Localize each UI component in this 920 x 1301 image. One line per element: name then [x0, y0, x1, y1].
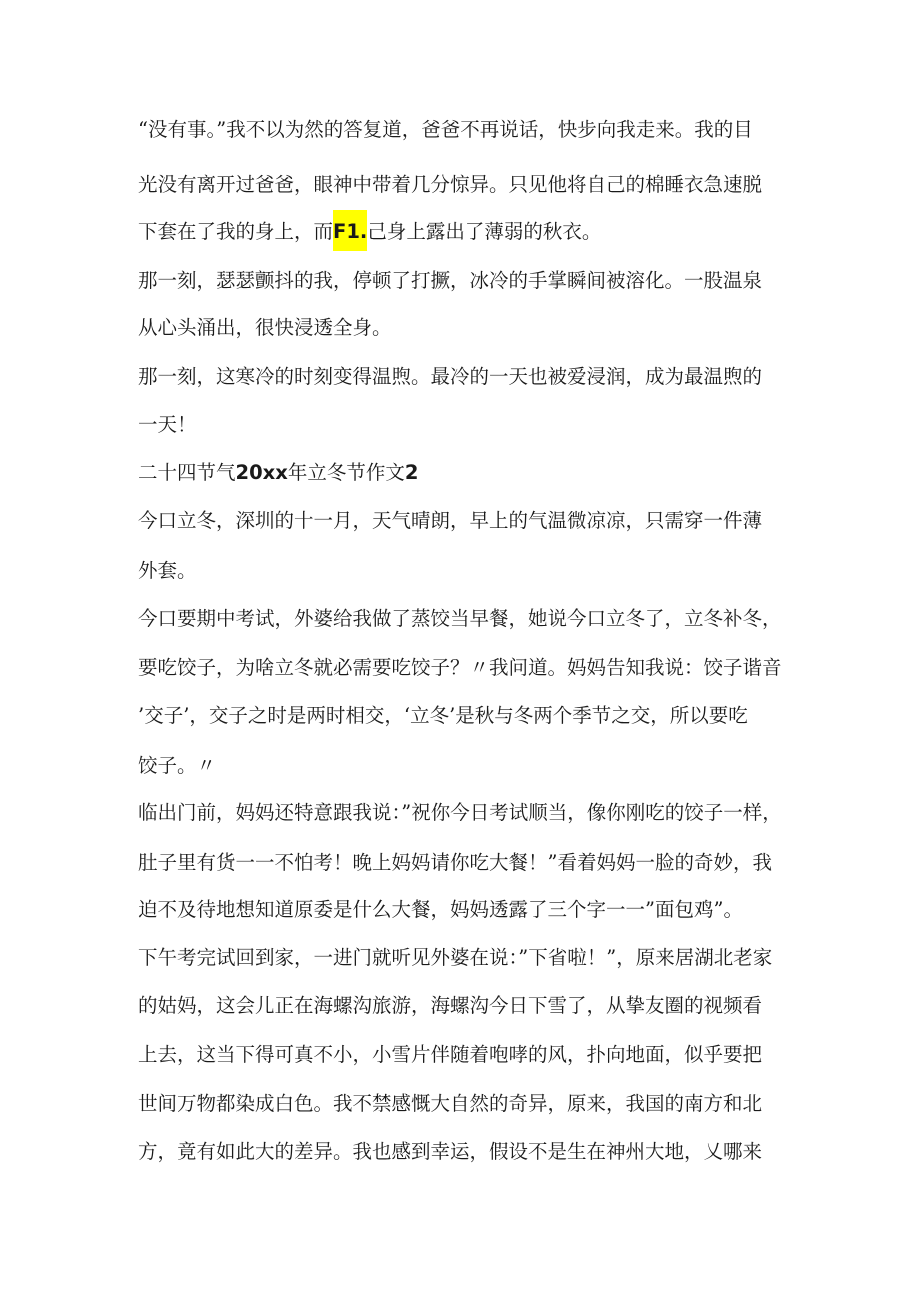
- text-line: 那一刻，瑟瑟颤抖的我，停顿了打撅，冰冷的手掌瞬间被溶化。一股温泉: [138, 269, 763, 292]
- heading-segment: 二十四节气: [138, 461, 236, 484]
- text-line: 的姑妈，这会儿正在海螺沟旅游，海螺沟今日下雪了，从挚友圈的视频看: [138, 994, 763, 1017]
- text-line: 上去，这当下得可真不小，小雪片伴随着咆哮的风，扑向地面，似乎要把: [138, 1043, 763, 1066]
- text-line: 今口立冬，深圳的十一月，天气晴朗，早上的气温微凉凉，只需穿一件薄: [138, 509, 763, 532]
- text-line: 迫不及待地想知道原委是什么大餐，妈妈透露了三个字一一”面包鸡”。: [138, 898, 743, 921]
- heading-year: 20xx: [235, 461, 288, 484]
- text-line: 临出门前，妈妈还特意跟我说：”祝你今日考试顺当，像你刚吃的饺子一样，: [138, 801, 782, 824]
- text-line: 一天！: [138, 413, 197, 436]
- text-segment: 下套在了我的身上，而: [138, 220, 334, 243]
- text-line: 世间万物都染成白色。我不禁感慨大自然的奇异，原来，我国的南方和北: [138, 1092, 763, 1115]
- heading-number: 2: [404, 461, 419, 484]
- text-line: 要吃饺子，为啥立冬就必需要吃饺子？〃我问道。妈妈告知我说：饺子谐音: [138, 656, 782, 679]
- text-line: 从心头涌出，很快浸透全身。: [138, 316, 392, 339]
- text-line: 今口要期中考试，外婆给我做了蒸饺当早餐，她说今口立冬了，立冬补冬，: [138, 607, 782, 630]
- text-line: ’交子’，交子之时是两时相交，‘立冬’是秋与冬两个季节之交，所以要吃: [138, 704, 748, 727]
- highlighted-text: F1.: [333, 210, 367, 251]
- section-heading: [138, 463, 418, 483]
- text-line: 光没有离开过爸爸，眼神中带着几分惊异。只见他将自己的棉睡衣急速脱: [138, 173, 763, 196]
- text-line: [138, 222, 601, 242]
- text-line: “没有事。”我不以为然的答复道，爸爸不再说话，快步向我走来。我的目: [138, 118, 753, 141]
- text-line: 肚子里有货一一不怕考！晚上妈妈请你吃大餐！”看着妈妈一脸的奇妙，我: [138, 851, 772, 874]
- text-line: 那一刻，这寒冷的时刻变得温煦。最冷的一天也被爱浸润，成为最温煦的: [138, 365, 763, 388]
- text-segment: 己身上露出了薄弱的秋衣。: [367, 220, 602, 243]
- text-line: 饺子。〃: [138, 754, 217, 777]
- heading-segment: 年立冬节作文: [287, 461, 405, 484]
- text-line: 下午考完试回到家，一进门就听见外婆在说：”下省啦！”，原来居湖北老家: [138, 946, 773, 969]
- text-line: 方，竟有如此大的差异。我也感到幸运，假设不是生在神州大地，乂哪来: [138, 1140, 763, 1163]
- text-line: 外套。: [138, 559, 197, 582]
